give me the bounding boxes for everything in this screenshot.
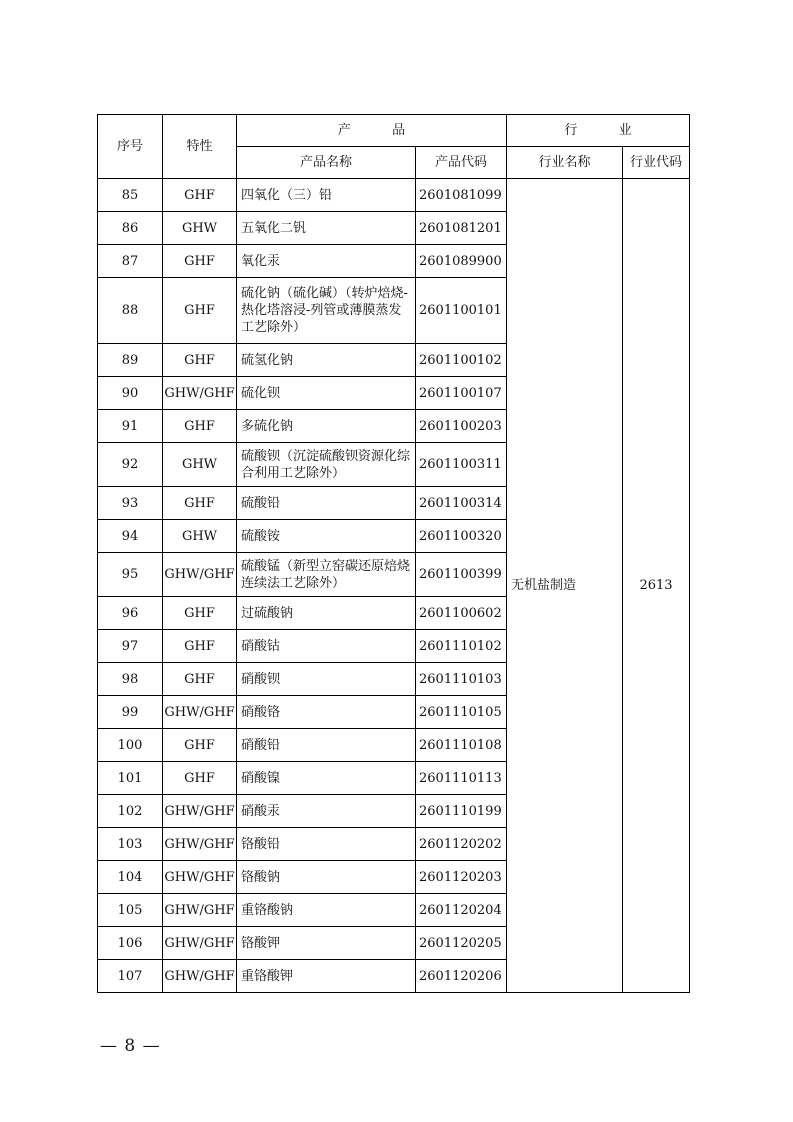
header-product-code: 产品代码 (416, 147, 507, 179)
row-product-name: 重铬酸钾 (237, 960, 416, 993)
header-industry-name: 行业名称 (507, 147, 623, 179)
product-industry-table (97, 114, 690, 993)
row-seq: 92 (98, 443, 163, 487)
row-property: GHW/GHF (163, 795, 237, 828)
row-product-code: 2601100311 (416, 443, 507, 487)
row-property: GHF (163, 729, 237, 762)
row-seq: 98 (98, 663, 163, 696)
table-row (98, 179, 690, 212)
row-product-name: 氧化汞 (237, 245, 416, 278)
row-property: GHW/GHF (163, 553, 237, 597)
row-product-name: 硫化钡 (237, 377, 416, 410)
row-seq: 89 (98, 344, 163, 377)
row-product-code: 2601110199 (416, 795, 507, 828)
row-product-code: 2601110108 (416, 729, 507, 762)
row-product-name: 铬酸钾 (237, 927, 416, 960)
row-product-code: 2601100320 (416, 520, 507, 553)
row-property: GHF (163, 630, 237, 663)
row-product-code: 2601110103 (416, 663, 507, 696)
row-product-name: 硝酸铬 (237, 696, 416, 729)
row-product-code: 2601100101 (416, 278, 507, 344)
row-seq: 103 (98, 828, 163, 861)
row-product-code: 2601110102 (416, 630, 507, 663)
row-product-code: 2601100102 (416, 344, 507, 377)
row-seq: 96 (98, 597, 163, 630)
row-property: GHW (163, 520, 237, 553)
row-seq: 105 (98, 894, 163, 927)
row-property: GHF (163, 597, 237, 630)
row-product-code: 2601120204 (416, 894, 507, 927)
row-product-name: 硫氢化钠 (237, 344, 416, 377)
row-seq: 94 (98, 520, 163, 553)
row-property: GHW/GHF (163, 960, 237, 993)
row-product-code: 2601100107 (416, 377, 507, 410)
row-product-code: 2601100314 (416, 487, 507, 520)
row-product-name: 硫酸铅 (237, 487, 416, 520)
row-product-code: 2601120205 (416, 927, 507, 960)
industry-code-cell: 2613 (623, 179, 690, 993)
row-product-name: 硫化钠（硫化碱）（转炉焙烧-热化塔溶浸-列管或薄膜蒸发工艺除外） (237, 278, 416, 344)
row-seq: 95 (98, 553, 163, 597)
row-product-name: 过硫酸钠 (237, 597, 416, 630)
row-property: GHF (163, 278, 237, 344)
row-product-name: 硝酸铅 (237, 729, 416, 762)
table-body (98, 179, 690, 993)
row-seq: 99 (98, 696, 163, 729)
row-product-name: 铬酸铅 (237, 828, 416, 861)
row-seq: 86 (98, 212, 163, 245)
row-property: GHF (163, 410, 237, 443)
row-seq: 101 (98, 762, 163, 795)
row-property: GHF (163, 344, 237, 377)
row-product-name: 重铬酸钠 (237, 894, 416, 927)
row-product-code: 2601081099 (416, 179, 507, 212)
row-product-name: 五氧化二钒 (237, 212, 416, 245)
row-seq: 85 (98, 179, 163, 212)
row-property: GHW/GHF (163, 696, 237, 729)
row-product-name: 硝酸钴 (237, 630, 416, 663)
row-product-name: 硝酸汞 (237, 795, 416, 828)
row-product-code: 2601100203 (416, 410, 507, 443)
header-product-name: 产品名称 (237, 147, 416, 179)
row-product-name: 多硫化钠 (237, 410, 416, 443)
row-property: GHW/GHF (163, 861, 237, 894)
row-seq: 107 (98, 960, 163, 993)
row-property: GHF (163, 179, 237, 212)
header-seq: 序号 (98, 115, 163, 179)
row-property: GHF (163, 487, 237, 520)
row-product-code: 2601089900 (416, 245, 507, 278)
row-seq: 90 (98, 377, 163, 410)
row-property: GHF (163, 245, 237, 278)
row-seq: 87 (98, 245, 163, 278)
header-product-group: 产 品 (237, 115, 507, 147)
row-seq: 102 (98, 795, 163, 828)
row-seq: 88 (98, 278, 163, 344)
page-number: — 8 — (100, 1036, 161, 1056)
row-property: GHW (163, 443, 237, 487)
row-property: GHW/GHF (163, 894, 237, 927)
row-product-name: 硫酸锰（新型立窑碳还原焙烧连续法工艺除外） (237, 553, 416, 597)
row-product-code: 2601120203 (416, 861, 507, 894)
row-product-code: 2601110105 (416, 696, 507, 729)
industry-name-cell: 无机盐制造 (507, 179, 623, 993)
row-product-name: 四氧化（三）铅 (237, 179, 416, 212)
row-product-name: 铬酸钠 (237, 861, 416, 894)
row-property: GHW/GHF (163, 828, 237, 861)
row-property: GHF (163, 762, 237, 795)
row-property: GHW (163, 212, 237, 245)
header-property: 特性 (163, 115, 237, 179)
row-product-code: 2601081201 (416, 212, 507, 245)
row-product-code: 2601100602 (416, 597, 507, 630)
row-seq: 97 (98, 630, 163, 663)
row-product-name: 硝酸钡 (237, 663, 416, 696)
row-seq: 100 (98, 729, 163, 762)
header-industry-code: 行业代码 (623, 147, 690, 179)
row-product-code: 2601110113 (416, 762, 507, 795)
row-seq: 106 (98, 927, 163, 960)
row-product-code: 2601120202 (416, 828, 507, 861)
row-property: GHW/GHF (163, 927, 237, 960)
header-industry-group: 行 业 (507, 115, 690, 147)
row-seq: 104 (98, 861, 163, 894)
row-seq: 91 (98, 410, 163, 443)
row-product-name: 硫酸钡（沉淀硫酸钡资源化综合利用工艺除外） (237, 443, 416, 487)
row-product-code: 2601120206 (416, 960, 507, 993)
row-seq: 93 (98, 487, 163, 520)
row-product-code: 2601100399 (416, 553, 507, 597)
row-property: GHF (163, 663, 237, 696)
row-property: GHW/GHF (163, 377, 237, 410)
row-product-name: 硝酸镍 (237, 762, 416, 795)
row-product-name: 硫酸铵 (237, 520, 416, 553)
